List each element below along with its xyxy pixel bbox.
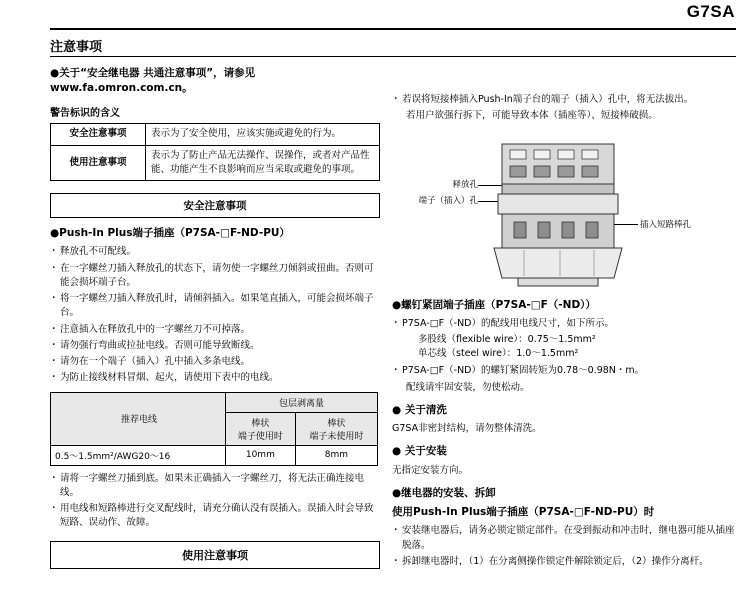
list-item: ・ 请将一字螺丝刀插到底。如果未正确插入一字螺丝刀，将无法正确连接电线。	[50, 472, 380, 501]
section-divider	[50, 56, 736, 57]
wire-col2-header: 包层剥离量	[226, 392, 378, 412]
warning-label-safety: 安全注意事项	[51, 124, 146, 145]
screw-sub-torque-note: 配线请牢固安装，勿使松动。	[406, 381, 530, 393]
wire-col2a-line2: 端子使用时	[237, 431, 283, 442]
figure-label-terminal-hole: 端子（插入）孔	[418, 195, 478, 206]
wire-col2a-line1: 棒状	[251, 418, 270, 429]
wire-row-value-1: 10mm	[226, 445, 296, 465]
terminal-socket-illustration	[484, 138, 636, 290]
installation-heading: ● 关于安装	[392, 445, 447, 458]
table-row	[51, 124, 380, 145]
terminal-block-figure	[392, 132, 736, 292]
list-item: ・ 为防止接线材料冒烟、起火，请使用下表中的电线。	[50, 371, 380, 385]
cleaning-heading: ● 关于清洗	[392, 403, 447, 416]
wire-col1-header: 推荐电线	[51, 392, 226, 445]
wire-col2b-line2: 端子未使用时	[309, 431, 364, 442]
wire-col2b-line1: 棒状	[327, 418, 346, 429]
list-item: ・ 将一字螺丝刀插入释放孔时，请倾斜插入。如果笔直插入，可能会损坏端子台。	[50, 292, 380, 321]
table-row	[51, 392, 378, 412]
section-heading: 注意事项	[50, 40, 103, 55]
list-item: ・ 若误将短接棒插入Push-In端子台的端子（插入）孔中，将无法拔出。	[392, 93, 736, 107]
mounting-heading: ●继电器的安装、拆卸	[392, 486, 496, 499]
wire-row-label: 0.5～1.5mm²/AWG20～16	[51, 445, 226, 465]
warning-table	[50, 123, 380, 181]
wire-row-value-2: 8mm	[295, 445, 377, 465]
warning-label-use: 使用注意事项	[51, 145, 146, 181]
page-title: G7SA	[686, 2, 735, 21]
right-column	[392, 90, 736, 571]
list-item: ・ 注意插入在释放孔中的一字螺丝刀不可掉落。	[50, 323, 380, 337]
pushin-heading: ●Push-In Plus端子插座（P7SA-□F-ND-PU）	[50, 227, 290, 240]
list-item: ・ 用电线和短路棒进行交叉配线时，请充分确认没有误插入。误插入时会导致短路、误动作、故障。	[50, 502, 380, 531]
list-item: ・ P7SA-□F（-ND）的配线用电线尺寸，如下所示。	[392, 317, 736, 331]
wire-table	[50, 392, 378, 466]
common-notes-line: ●关于“安全继电器 共通注意事项”，请参见www.fa.omron.com.cn。	[50, 67, 256, 95]
list-item: ・ P7SA-□F（-ND）的螺钉紧固转矩为0.78～0.98N・m。	[392, 364, 736, 378]
list-item: ・ 释放孔不可配线。	[50, 245, 380, 259]
warning-text-use: 表示为了防止产品无法操作、误操作，或者对产品性能、功能产生不良影响而应当采取或避免的事项。	[146, 145, 380, 181]
right-top-list	[392, 93, 736, 107]
table-row	[51, 145, 380, 181]
installation-text: 无指定安装方向。	[392, 464, 469, 476]
figure-label-short-bar-hole: 插入短路棒孔	[640, 219, 692, 230]
screw-sub-flexible: 多股线（flexible wire）：0.75～1.5mm²	[418, 333, 596, 345]
screw-list-2	[392, 364, 736, 378]
pushin-list	[50, 245, 380, 385]
pushin-list-2	[50, 472, 380, 531]
safety-notes-box: 安全注意事项	[50, 193, 380, 218]
wire-col2a-header	[226, 412, 296, 445]
warning-text-safety: 表示为了安全使用，应该实施或避免的行为。	[146, 124, 380, 145]
wire-col2b-header	[295, 412, 377, 445]
screw-sub-steel: 单芯线（steel wire）：1.0～1.5mm²	[418, 348, 579, 360]
figure-label-release-hole: 释放孔	[452, 179, 478, 190]
right-top-note: 若用户欲强行拆下，可能导致本体（插座等）、短接棒破损。	[406, 110, 658, 122]
table-row	[51, 445, 378, 465]
list-item: ・ 安装继电器后，请务必锁定锁定部件。在受到振动和冲击时，继电器可能从插座脱落。	[392, 524, 736, 553]
screw-terminal-heading: ●螺钉紧固端子插座（P7SA-□F（-ND））	[392, 298, 596, 311]
list-item: ・ 请勿在一个端子（插入）孔中插入多条电线。	[50, 355, 380, 369]
screw-list-1	[392, 317, 736, 331]
mounting-list	[392, 524, 736, 569]
list-item: ・ 在一字螺丝刀插入释放孔的状态下，请勿使一字螺丝刀倾斜或扭曲。否则可能会损坏端子台。	[50, 262, 380, 291]
warning-meaning-heading: 警告标识的含义	[50, 108, 120, 120]
cleaning-text: G7SA非密封结构，请勿整体清洗。	[392, 423, 542, 435]
use-notes-box: 使用注意事项	[50, 541, 380, 569]
list-item: ・ 拆卸继电器时，（1）在分离侧操作锁定件解除锁定后，（2）操作分离杆。	[392, 555, 736, 569]
top-divider	[50, 28, 736, 30]
left-column	[50, 66, 380, 569]
mounting-sub-heading: 使用Push-In Plus端子插座（P7SA-□F-ND-PU）时	[392, 506, 655, 519]
list-item: ・ 请勿强行弯曲或拉扯电线。否则可能导致断线。	[50, 339, 380, 353]
